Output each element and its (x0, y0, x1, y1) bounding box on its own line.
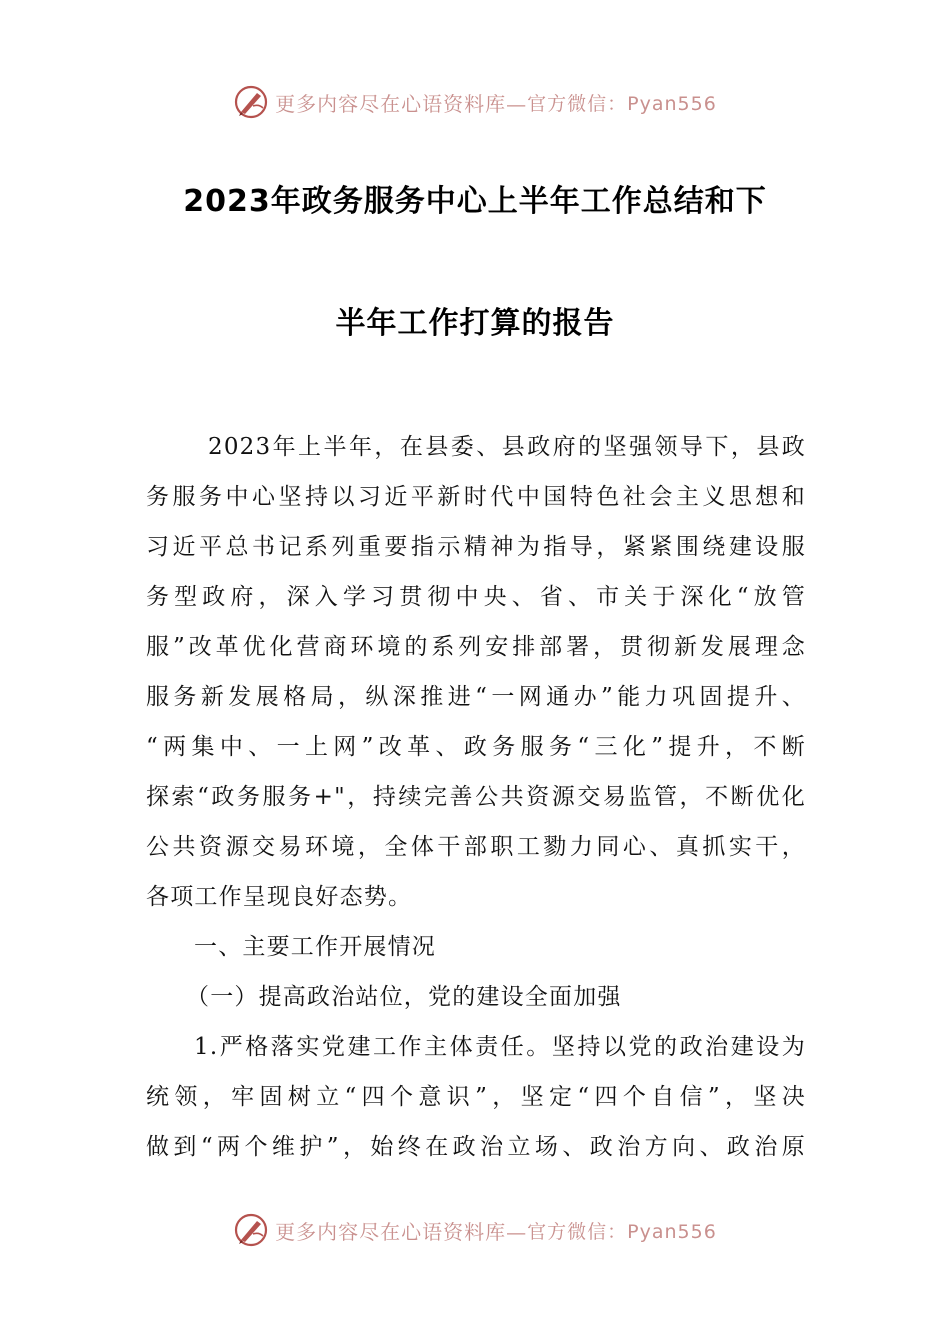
paragraph-line: 务型政府，深入学习贯彻中央、省、市关于深化“放管 (146, 584, 806, 610)
watermark-wechat: 官方微信：Pyan556 (527, 1220, 717, 1243)
paragraph-line: 公共资源交易环境，全体干部职工勠力同心、真抓实干， (146, 834, 806, 860)
paragraph-line: 探索“政务服务+"，持续完善公共资源交易监管，不断优化 (146, 784, 806, 810)
paragraph-line: 服”改革优化营商环境的系列安排部署，贯彻新发展理念 (146, 634, 806, 660)
paragraph-line: 2023年上半年，在县委、县政府的坚强领导下，县政 (208, 434, 806, 460)
paragraph-line: 做到“两个维护”，始终在政治立场、政治方向、政治原 (146, 1134, 806, 1160)
document-title-line-2: 半年工作打算的报告 (335, 306, 615, 341)
pen-logo-icon (233, 1212, 269, 1248)
paragraph-line: 服务新发展格局，纵深推进“一网通办”能力巩固提升、 (146, 684, 806, 710)
watermark-text: 更多内容尽在心语资料库— (275, 91, 528, 116)
paragraph-line: 务服务中心坚持以习近平新时代中国特色社会主义思想和 (146, 484, 806, 510)
paragraph-line: 统领，牢固树立“四个意识”，坚定“四个自信”，坚决 (146, 1084, 806, 1110)
section-heading: 一、主要工作开展情况 (194, 934, 436, 960)
header-watermark (0, 82, 950, 122)
footer-watermark (0, 1210, 950, 1250)
subsection-heading: （一）提高政治站位，党的建设全面加强 (186, 984, 622, 1010)
paragraph-line: “两集中、一上网”改革、政务服务“三化”提升，不断 (146, 734, 806, 760)
watermark-text: 更多内容尽在心语资料库— (275, 1219, 528, 1244)
paragraph-line: 习近平总书记系列重要指示精神为指导，紧紧围绕建设服 (146, 534, 806, 560)
paragraph-line: 各项工作呈现良好态势。 (146, 884, 413, 910)
watermark-wechat: 官方微信：Pyan556 (527, 92, 717, 115)
pen-logo-icon (233, 84, 269, 120)
document-title-line-1: 2023年政务服务中心上半年工作总结和下 (183, 184, 767, 219)
document-body (146, 422, 806, 1172)
paragraph-line: 1.严格落实党建工作主体责任。坚持以党的政治建设为 (194, 1034, 806, 1060)
